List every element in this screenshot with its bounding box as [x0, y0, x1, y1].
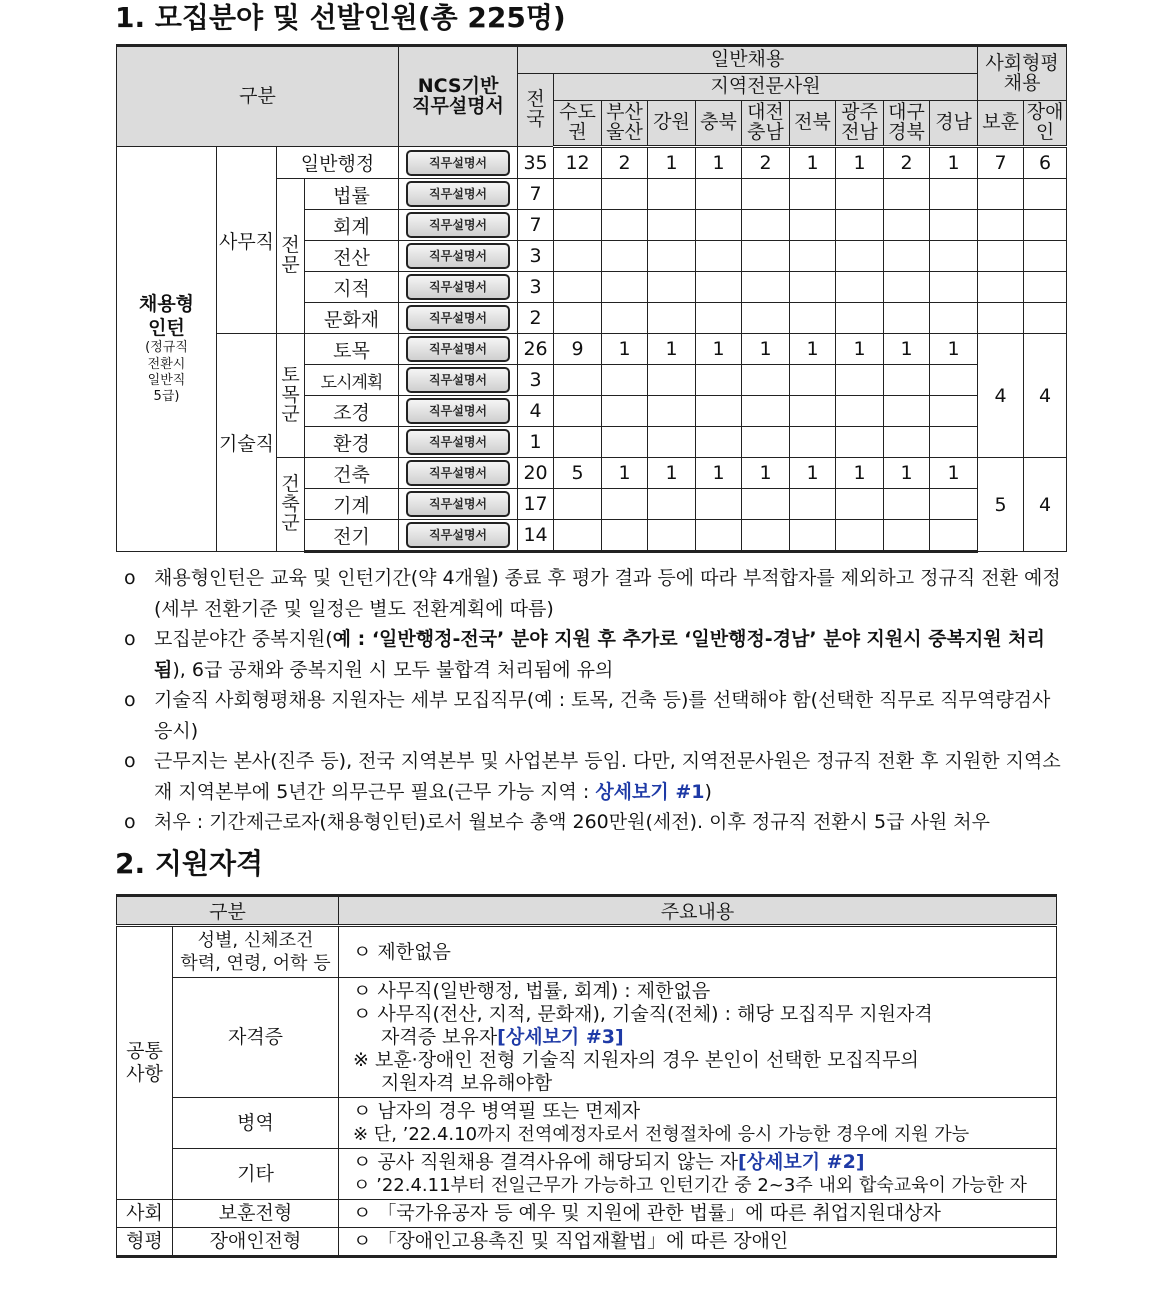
social-bohun: 보훈: [978, 101, 1024, 147]
social-label-bottom: 형평: [117, 1228, 173, 1257]
list-item: [124, 746, 1064, 807]
regional-count: 1: [930, 147, 978, 179]
national-count: 14: [518, 520, 554, 552]
job-description-button[interactable]: 직무설명서: [406, 429, 510, 455]
disabled-count: 6: [1024, 147, 1067, 179]
national-count: 4: [518, 396, 554, 427]
national-count: 7: [518, 210, 554, 241]
job-description-button[interactable]: 직무설명서: [406, 336, 510, 362]
region-busan-ulsan: 부산울산: [602, 101, 648, 147]
national-count: 7: [518, 179, 554, 210]
regional-count: 1: [696, 458, 742, 489]
header-content: 주요내용: [339, 896, 1057, 926]
job-description-button[interactable]: 직무설명서: [406, 150, 510, 176]
content-line: ㅇ 「국가유공자 등 예우 및 지원에 관한 법률」에 따른 취업지원대상자: [353, 1202, 941, 1224]
regional-count: 1: [790, 458, 836, 489]
national-count: 3: [518, 241, 554, 272]
building-group-label: 건축군: [277, 458, 305, 552]
regional-count: 2: [884, 147, 930, 179]
bohun-count: 7: [978, 147, 1024, 179]
national-count: 17: [518, 489, 554, 520]
regional-count: 1: [696, 334, 742, 365]
regional-count: 1: [790, 147, 836, 179]
hire-type-note: (정규직 전환시 일반직 5급): [145, 340, 188, 404]
regional-count: 1: [884, 458, 930, 489]
row-label: 병역: [173, 1098, 339, 1149]
field-name: 일반행정: [277, 147, 399, 179]
disabled-count: 4: [1024, 334, 1067, 458]
social-label-top: 사회: [117, 1200, 173, 1228]
bullet: o: [124, 811, 136, 833]
content-line: ㅇ 사무직(일반행정, 법률, 회계) : 제한없음: [353, 980, 711, 1002]
table-row: [117, 978, 1057, 1098]
content-line: ㅇ ’22.4.11부터 전일근무가 가능하고 인턴기간 중 2~3주 내외 합숙교육이 가능한 자: [353, 1175, 1027, 1196]
field-name: 토목: [305, 334, 399, 365]
row-label: 보훈전형: [173, 1200, 339, 1228]
region-jeonbuk: 전북: [790, 101, 836, 147]
header-general-hiring: 일반채용: [518, 46, 978, 74]
table-row: [117, 334, 1067, 365]
field-name: 환경: [305, 427, 399, 458]
note-text: 모집분야간 중복지원(: [154, 628, 333, 650]
regional-count: 1: [602, 334, 648, 365]
content-line: ㅇ 「장애인고용촉진 및 직업재활법」에 따른 장애인: [353, 1230, 789, 1252]
region-daejeon-chungnam: 대전충남: [742, 101, 790, 147]
regional-count: 1: [836, 458, 884, 489]
header-social-hiring: 사회형평 채용: [978, 46, 1067, 101]
region-sudogwon: 수도권: [554, 101, 602, 147]
regional-count: 1: [648, 458, 696, 489]
header-regional: 지역전문사원: [554, 74, 978, 101]
field-name: 법률: [305, 179, 399, 210]
national-count: 26: [518, 334, 554, 365]
specialty-group-label: 전문: [277, 179, 305, 334]
regional-count: 1: [930, 334, 978, 365]
header-gubun: 구분: [117, 46, 399, 147]
civil-group-label: 토목군: [277, 334, 305, 458]
detail-link-2[interactable]: [상세보기 #2]: [737, 1151, 865, 1173]
table-row: [117, 1228, 1057, 1257]
list-item: [124, 624, 1064, 685]
content-line: ㅇ 제한없음: [353, 940, 451, 963]
bohun-count: 4: [978, 334, 1024, 458]
national-count: 20: [518, 458, 554, 489]
regional-count: 1: [742, 334, 790, 365]
social-disabled: 장애인: [1024, 101, 1067, 147]
field-name: 조경: [305, 396, 399, 427]
regional-count: 1: [648, 147, 696, 179]
field-name: 전기: [305, 520, 399, 552]
tech-job-label: 기술직: [217, 334, 277, 552]
field-name: 회계: [305, 210, 399, 241]
recruitment-table: [116, 44, 1067, 553]
note-text: ), 6급 공채와 중복지원 시 모두 불합격 처리됨에 유의: [172, 658, 614, 681]
table-row: [117, 1149, 1057, 1200]
section1-heading: 1. 모집분야 및 선발인원(총 225명): [115, 1, 566, 34]
note-text: 기술직 사회형평채용 지원자는 세부 모집직무(예 : 토목, 건축 등)를 선택해야 함(선택한 직무로 직무역량검사 응시): [154, 689, 1051, 742]
content-line: 자격증 보유자: [381, 1026, 498, 1048]
job-description-button[interactable]: 직무설명서: [406, 305, 510, 331]
note-text: 채용형인턴은 교육 및 인턴기간(약 4개월) 종료 후 평가 결과 등에 따라 부적합자를 제외하고 정규직 전환 예정(세부 전환기준 및 일정은 별도 전환계획에 따름): [154, 567, 1061, 620]
job-description-button[interactable]: 직무설명서: [406, 367, 510, 393]
list-item: [124, 563, 1064, 624]
job-description-button[interactable]: 직무설명서: [406, 243, 510, 269]
table-row: [117, 147, 1067, 179]
note-bold-text: 예 : ‘일반행정-전국’ 분야 지원 후 추가로 ‘일반행정-경남’ 분야 지원시 중복지원 처리됨: [154, 628, 1045, 681]
content-line: ※ 보훈·장애인 전형 기술직 지원자의 경우 본인이 선택한 모집직무의: [353, 1049, 919, 1071]
regional-count: 1: [790, 334, 836, 365]
job-description-button[interactable]: 직무설명서: [406, 460, 510, 486]
national-count: 35: [518, 147, 554, 179]
detail-link-1[interactable]: 상세보기 #1: [595, 780, 705, 803]
regional-count: 1: [648, 334, 696, 365]
row-label: 기타: [173, 1149, 339, 1200]
table-row: [117, 1098, 1057, 1149]
note-text: 근무지는 본사(진주 등), 전국 지역본부 및 사업본부 등임. 다만, 지역전문사원은 정규직 전환 후 지원한 지역소재 지역본부에 5년간 의무근무 필요(근무 가능 지역 :: [154, 750, 1061, 803]
regional-count: 1: [884, 334, 930, 365]
content-line: ㅇ 남자의 경우 병역필 또는 면제자: [353, 1100, 641, 1122]
disabled-count: 4: [1024, 458, 1067, 552]
header-ncs: NCS기반 직무설명서: [399, 46, 518, 147]
national-count: 1: [518, 427, 554, 458]
regional-count: 1: [930, 458, 978, 489]
note-text: ): [704, 780, 712, 803]
national-count: 2: [518, 303, 554, 334]
list-item: [124, 807, 1064, 838]
regional-count: 1: [742, 458, 790, 489]
header-national: [518, 74, 554, 147]
job-description-button[interactable]: 직무설명서: [406, 181, 510, 207]
table-row: [117, 1200, 1057, 1228]
field-name: 도시계획: [305, 365, 399, 396]
field-name: 전산: [305, 241, 399, 272]
table-row: [117, 926, 1057, 978]
job-description-button[interactable]: 직무설명서: [406, 522, 510, 548]
hire-type-title: 채용형 인턴: [138, 292, 195, 339]
region-gangwon: 강원: [648, 101, 696, 147]
field-name: 건축: [305, 458, 399, 489]
regional-count: 2: [742, 147, 790, 179]
region-gyeongnam: 경남: [930, 101, 978, 147]
content-line: 지원자격 보유해야함: [381, 1072, 553, 1094]
national-count: 3: [518, 272, 554, 303]
list-item: [124, 685, 1064, 746]
row-label: 성별, 신체조건 학력, 연령, 어학 등: [173, 926, 339, 978]
bullet: o: [124, 628, 136, 650]
bohun-count: 5: [978, 458, 1024, 552]
note-text: 처우 : 기간제근로자(채용형인턴)로서 월보수 총액 260만원(세전). 이후 정규직 전환시 5급 사원 처우: [154, 811, 990, 833]
qualification-table: [116, 894, 1057, 1258]
detail-link-3[interactable]: [상세보기 #3]: [497, 1026, 624, 1048]
region-daegu-gyeongbuk: 대구경북: [884, 101, 930, 147]
regional-count: 5: [554, 458, 602, 489]
notes-list: [124, 563, 1064, 838]
row-label: 자격증: [173, 978, 339, 1098]
content-line: ※ 단, ’22.4.10까지 전역예정자로서 전형절차에 응시 가능한 경우에 지원 가능: [353, 1124, 970, 1145]
content-line: ㅇ 사무직(전산, 지적, 문화재), 기술직(전체) : 해당 모집직무 지원자격: [353, 1003, 933, 1025]
regional-count: 1: [836, 334, 884, 365]
region-chungbuk: 충북: [696, 101, 742, 147]
regional-count: 2: [602, 147, 648, 179]
header-gubun: 구분: [117, 896, 339, 926]
header-national-label: 전국: [526, 88, 545, 130]
job-description-button[interactable]: 직무설명서: [406, 212, 510, 238]
bullet: o: [124, 750, 136, 772]
regional-count: 1: [696, 147, 742, 179]
bullet: o: [124, 567, 136, 589]
regional-count: 12: [554, 147, 602, 179]
field-name: 지적: [305, 272, 399, 303]
region-gwangju-jeonnam: 광주전남: [836, 101, 884, 147]
job-description-button[interactable]: 직무설명서: [406, 491, 510, 517]
hire-type-cell: [117, 147, 217, 552]
bullet: o: [124, 689, 136, 711]
regional-count: 1: [602, 458, 648, 489]
field-name: 문화재: [305, 303, 399, 334]
section2-heading: 2. 지원자격: [115, 847, 264, 880]
regional-count: 1: [836, 147, 884, 179]
regional-count: 9: [554, 334, 602, 365]
field-name: 기계: [305, 489, 399, 520]
job-description-button[interactable]: 직무설명서: [406, 274, 510, 300]
row-label: 장애인전형: [173, 1228, 339, 1257]
office-job-label: 사무직: [217, 147, 277, 334]
national-count: 3: [518, 365, 554, 396]
content-line: ㅇ 공사 직원채용 결격사유에 해당되지 않는 자: [353, 1151, 738, 1173]
job-description-button[interactable]: 직무설명서: [406, 398, 510, 424]
common-label: 공통 사항: [117, 926, 173, 1200]
